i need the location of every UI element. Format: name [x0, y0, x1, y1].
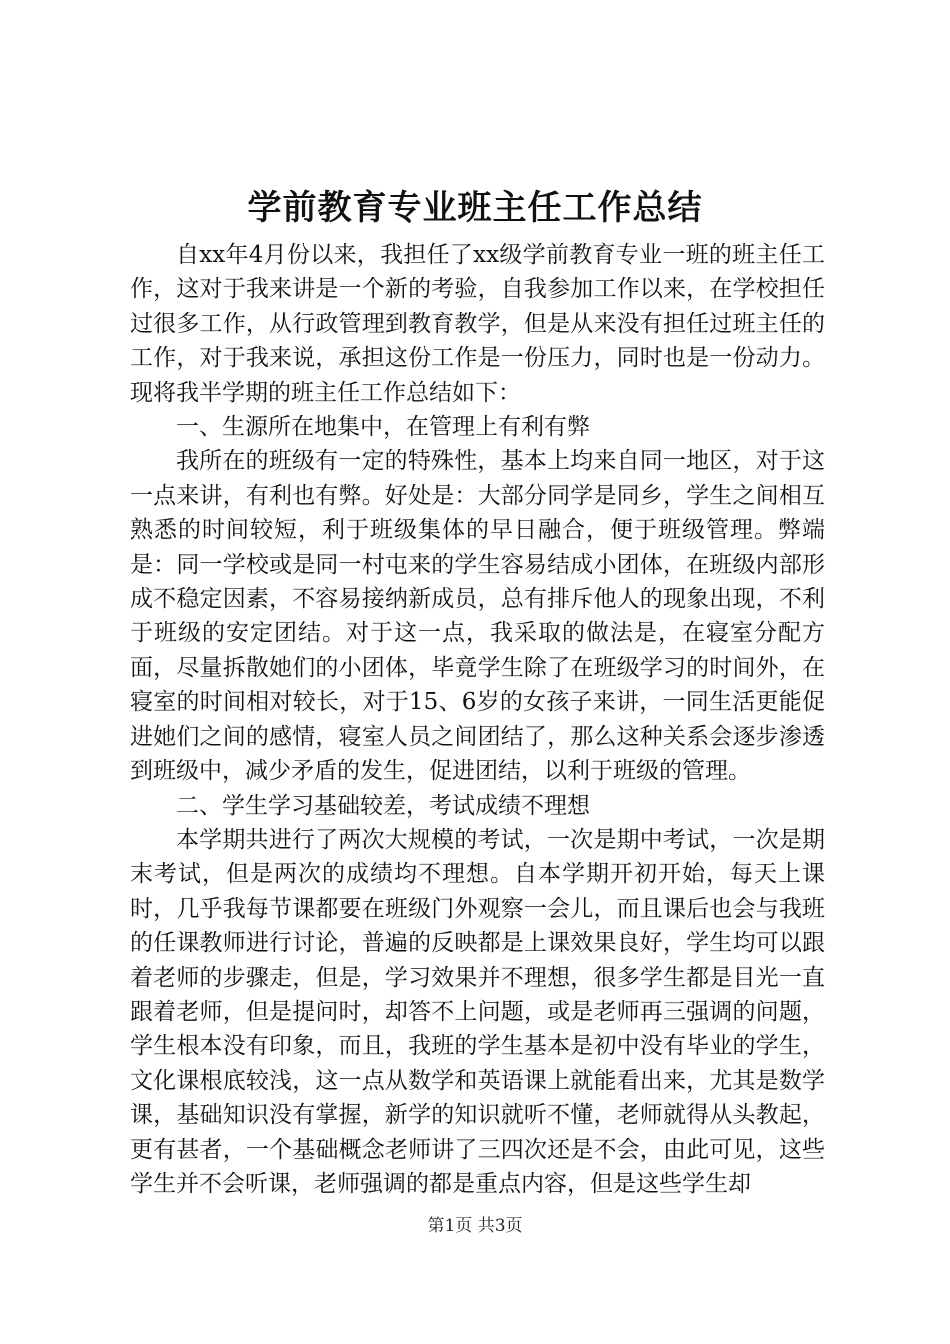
- paragraph-section-1: 我所在的班级有一定的特殊性，基本上均来自同一地区，对于这一点来讲，有利也有弊。好处是：大部分同学是同乡，学生之间相互熟悉的时间较短，利于班级集体的早日融合，便于班级管理。弊端是：同一学校或是同一村屯来的学生容易结成小团体，在班级内部形成不稳定因素，不容易接纳新成员，总有排斥他人的现象出现，不利于班级的安定团结。对于这一点，我采取的做法是，在寝室分配方面，尽量拆散她们的小团体，毕竟学生除了在班级学习的时间外，在寝室的时间相对较长，对于15、6岁的女孩子来讲，一同生活更能促进她们之间的感情，寝室人员之间团结了，那么这种关系会逐步渗透到班级中，减少矛盾的发生，促进团结，以利于班级的管理。: [130, 448, 825, 785]
- section-heading-2: 二、学生学习基础较差，考试成绩不理想: [176, 792, 590, 819]
- page-number-footer: 第1页 共3页: [427, 1216, 523, 1236]
- document-title: 学前教育专业班主任工作总结: [247, 188, 703, 228]
- paragraph-section-2: 本学期共进行了两次大规模的考试，一次是期中考试，一次是期末考试，但是两次的成绩均不理想。自本学期开初开始，每天上课时，几乎我每节课都要在班级门外观察一会儿，而且课后也会与我班的任课教师进行讨论，普遍的反映都是上课效果良好，学生均可以跟着老师的步骤走，但是，学习效果并不理想，很多学生都是目光一直跟着老师，但是提问时，却答不上问题，或是老师再三强调的问题，学生根本没有印象，而且，我班的学生基本是初中没有毕业的学生，文化课根底较浅，这一点从数学和英语课上就能看出来，尤其是数学课，基础知识没有掌握，新学的知识就听不懂，老师就得从头教起，更有甚者，一个基础概念老师讲了三四次还是不会，由此可见，这些学生并不会听课，老师强调的都是重点内容，但是这些学生却: [130, 826, 825, 1197]
- document-body: [130, 238, 825, 1201]
- paragraph-intro: 自xx年4月份以来，我担任了xx级学前教育专业一班的班主任工作，这对于我来讲是一个新的考验，自我参加工作以来，在学校担任过很多工作，从行政管理到教育教学，但是从来没有担任过班主任的工作，对于我来说，承担这份工作是一份压力，同时也是一份动力。现将我半学期的班主任工作总结如下：: [130, 242, 825, 406]
- section-heading-1: 一、生源所在地集中，在管理上有利有弊: [176, 414, 590, 441]
